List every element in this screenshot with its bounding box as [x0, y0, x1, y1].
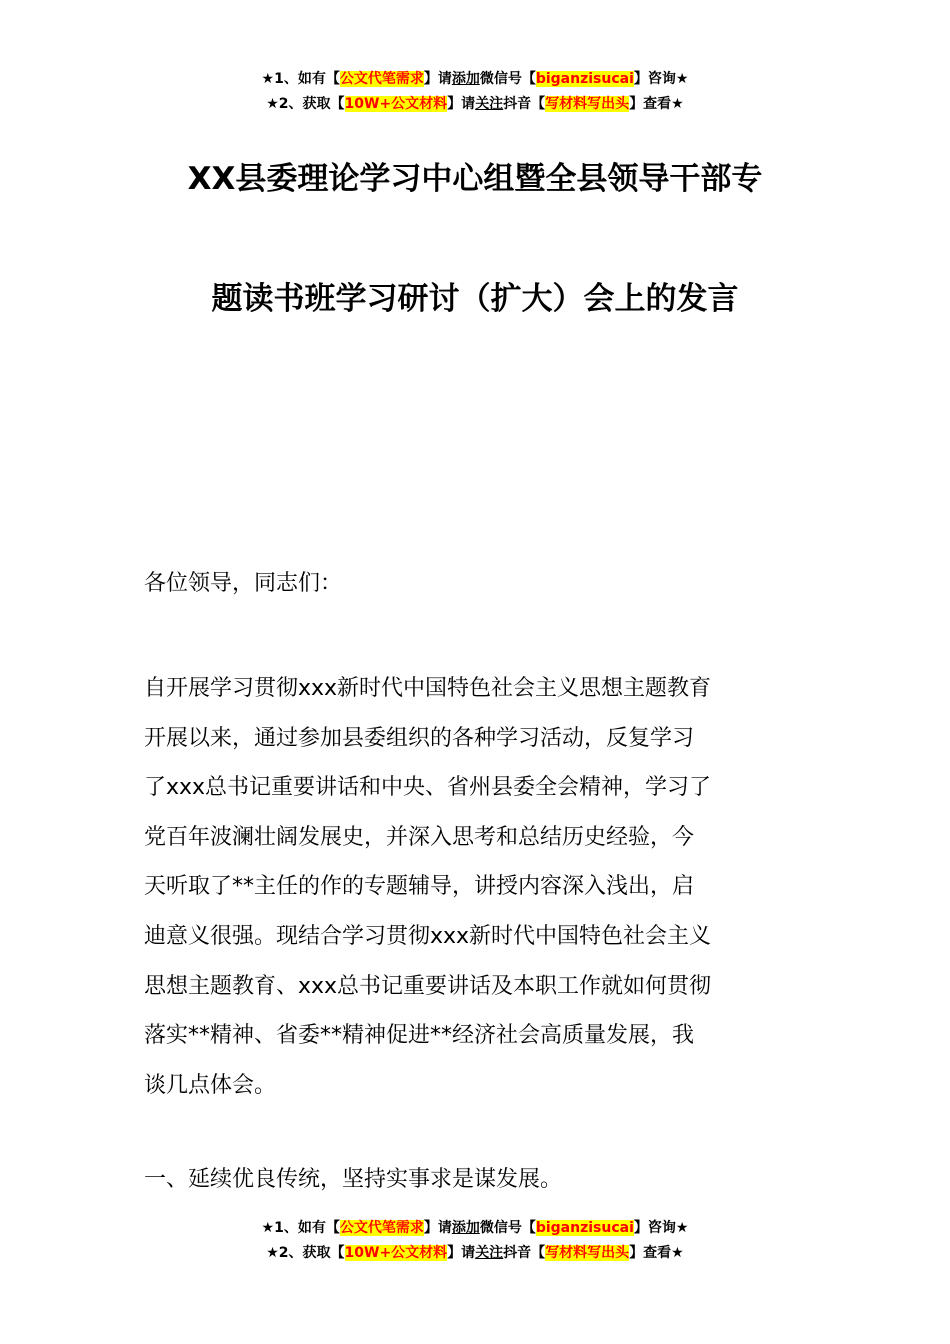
promo-text: 微信号【: [479, 71, 536, 87]
promo-underline: 关注: [475, 96, 504, 112]
promo-highlight: 公文代笔需求: [339, 1220, 424, 1236]
paragraph-line: 了xxx总书记重要讲话和中央、省州县委全会精神，学习了: [144, 775, 712, 801]
promo-highlight: biganzisucai: [535, 1220, 634, 1236]
paragraph-line: 天听取了**主任的作的专题辅导，讲授内容深入浅出，启: [144, 874, 695, 900]
promo-highlight: 10W+公文材料: [344, 96, 448, 112]
promo-text: 】查看★: [629, 96, 684, 112]
promo-text: ★1、如有【: [261, 1220, 340, 1236]
promo-underline: 添加: [451, 1220, 480, 1236]
promo-text: 抖音【: [503, 96, 546, 112]
promo-text: 】请: [423, 71, 452, 87]
promo-highlight: 公文代笔需求: [339, 71, 424, 87]
promo-line-2: [0, 1241, 950, 1266]
paragraph-line: 自开展学习贯彻xxx新时代中国特色社会主义思想主题教育: [144, 676, 712, 701]
promo-line-2: [0, 92, 950, 117]
promo-text: ★1、如有【: [261, 71, 340, 87]
promo-text: 】查看★: [629, 1245, 684, 1261]
promo-text: 】咨询★: [633, 1220, 689, 1236]
promo-line-1: [0, 67, 950, 92]
paragraph-line: 落实**精神、省委**精神促进**经济社会高质量发展，我: [144, 1023, 695, 1049]
promo-text: 】请: [447, 1245, 476, 1261]
promo-text: ★2、获取【: [266, 1245, 345, 1261]
promo-highlight: 写材料写出头: [545, 1245, 630, 1261]
paragraph-line: 谈几点体会。: [144, 1072, 277, 1098]
promo-banner-bottom: [0, 1216, 950, 1266]
promo-underline: 关注: [475, 1245, 504, 1261]
promo-text: 】请: [423, 1220, 452, 1236]
paragraph-line: 思想主题教育、xxx总书记重要讲话及本职工作就如何贯彻: [144, 973, 712, 999]
promo-text: ★2、获取【: [266, 96, 345, 112]
paragraph-line: 迪意义很强。现结合学习贯彻xxx新时代中国特色社会主义: [144, 923, 712, 949]
promo-line-1: [0, 1216, 950, 1241]
promo-banner-top: [0, 67, 950, 117]
promo-text: 】咨询★: [633, 71, 689, 87]
promo-text: 抖音【: [503, 1245, 546, 1261]
section-heading-1: 一、延续优良传统，坚持实事求是谋发展。: [144, 1167, 563, 1192]
promo-highlight: 写材料写出头: [545, 96, 630, 112]
promo-underline: 添加: [451, 71, 480, 87]
document-title-line-1: XX县委理论学习中心组暨全县领导干部专: [187, 161, 763, 197]
salutation: 各位领导，同志们：: [144, 571, 343, 596]
body-paragraph: [144, 664, 824, 1110]
promo-text: 微信号【: [479, 1220, 536, 1236]
paragraph-line: 开展以来，通过参加县委组织的各种学习活动，反复学习: [144, 725, 695, 751]
document-title-line-2: 题读书班学习研讨（扩大）会上的发言: [211, 281, 739, 317]
promo-highlight: 10W+公文材料: [344, 1245, 448, 1261]
promo-text: 】请: [447, 96, 476, 112]
paragraph-line: 党百年波澜壮阔发展史，并深入思考和总结历史经验，今: [144, 824, 695, 850]
promo-highlight: biganzisucai: [535, 71, 634, 87]
